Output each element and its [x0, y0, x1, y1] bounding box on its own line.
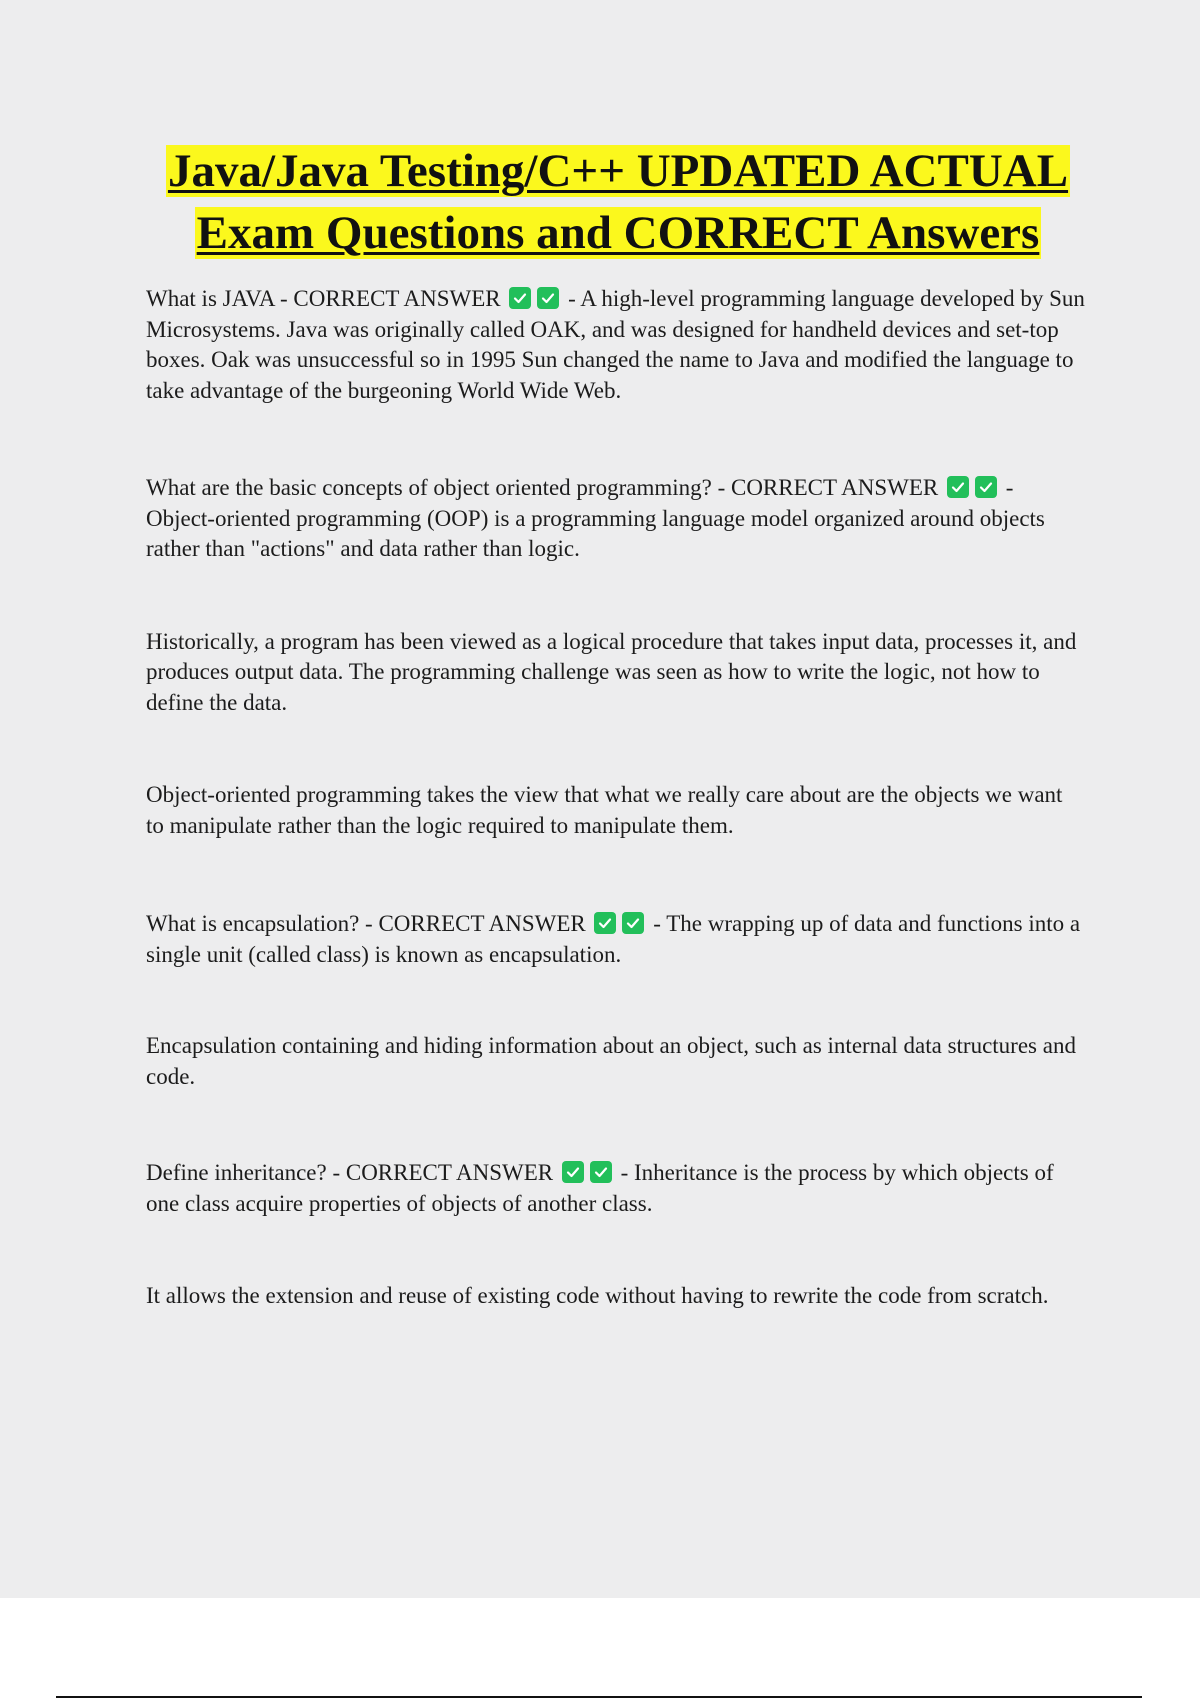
check-box-icon — [590, 1161, 612, 1183]
document-body — [146, 284, 1086, 1312]
question-text: What is JAVA - CORRECT ANSWER — [146, 286, 501, 311]
title-line-2: Exam Questions and CORRECT Answers — [196, 207, 1040, 259]
check-box-icon — [509, 287, 531, 309]
question-text: What are the basic concepts of object oriented programming? - CORRECT ANSWER — [146, 475, 939, 500]
qa-paragraph-java — [146, 284, 1086, 406]
answer-text: - Inheritance is the process by which objects of one class acquire properties of objects of another class. — [146, 1160, 1054, 1216]
note-paragraph: Object-oriented programming takes the view that what we really care about are the objects we want to manipulate rather than the logic required to manipulate them. — [146, 782, 1063, 838]
question-text: Define inheritance? - CORRECT ANSWER — [146, 1160, 554, 1185]
title-line-1: Java/Java Testing/C++ UPDATED ACTUAL — [167, 145, 1069, 197]
footer-divider — [56, 1696, 1142, 1698]
document-title — [100, 140, 1136, 264]
qa-paragraph-inheritance — [146, 1158, 1086, 1219]
check-box-icon — [622, 912, 644, 934]
note-paragraph: Encapsulation containing and hiding information about an object, such as internal data structures and code. — [146, 1033, 1076, 1089]
question-text: What is encapsulation? - CORRECT ANSWER — [146, 911, 586, 936]
page-footer-area — [0, 1598, 1200, 1700]
note-paragraph: It allows the extension and reuse of existing code without having to rewrite the code from scratch. — [146, 1283, 1049, 1308]
check-box-icon — [947, 476, 969, 498]
check-box-icon — [594, 912, 616, 934]
note-paragraph: Historically, a program has been viewed as a logical procedure that takes input data, processes it, and produces output data. The programming challenge was seen as how to write the logic, not how to define the data. — [146, 628, 1077, 715]
qa-paragraph-oop — [146, 473, 1086, 565]
check-box-icon — [562, 1161, 584, 1183]
answer-text: - A high-level programming language developed by Sun Microsystems. Java was originally called OAK, and was designed for handheld devices and set-top boxes. Oak was unsuccessful so in 1995 Sun changed the name to Java and modified the language to take advantage of the burgeoning World Wide Web. — [146, 286, 1085, 403]
check-box-icon — [537, 287, 559, 309]
answer-text: - The wrapping up of data and functions into a single unit (called class) is known as encapsulation. — [146, 911, 1081, 967]
qa-paragraph-encapsulation — [146, 909, 1086, 970]
check-box-icon — [975, 476, 997, 498]
answer-text: - Object-oriented programming (OOP) is a programming language model organized around objects rather than "actions" and data rather than logic. — [146, 475, 1045, 561]
